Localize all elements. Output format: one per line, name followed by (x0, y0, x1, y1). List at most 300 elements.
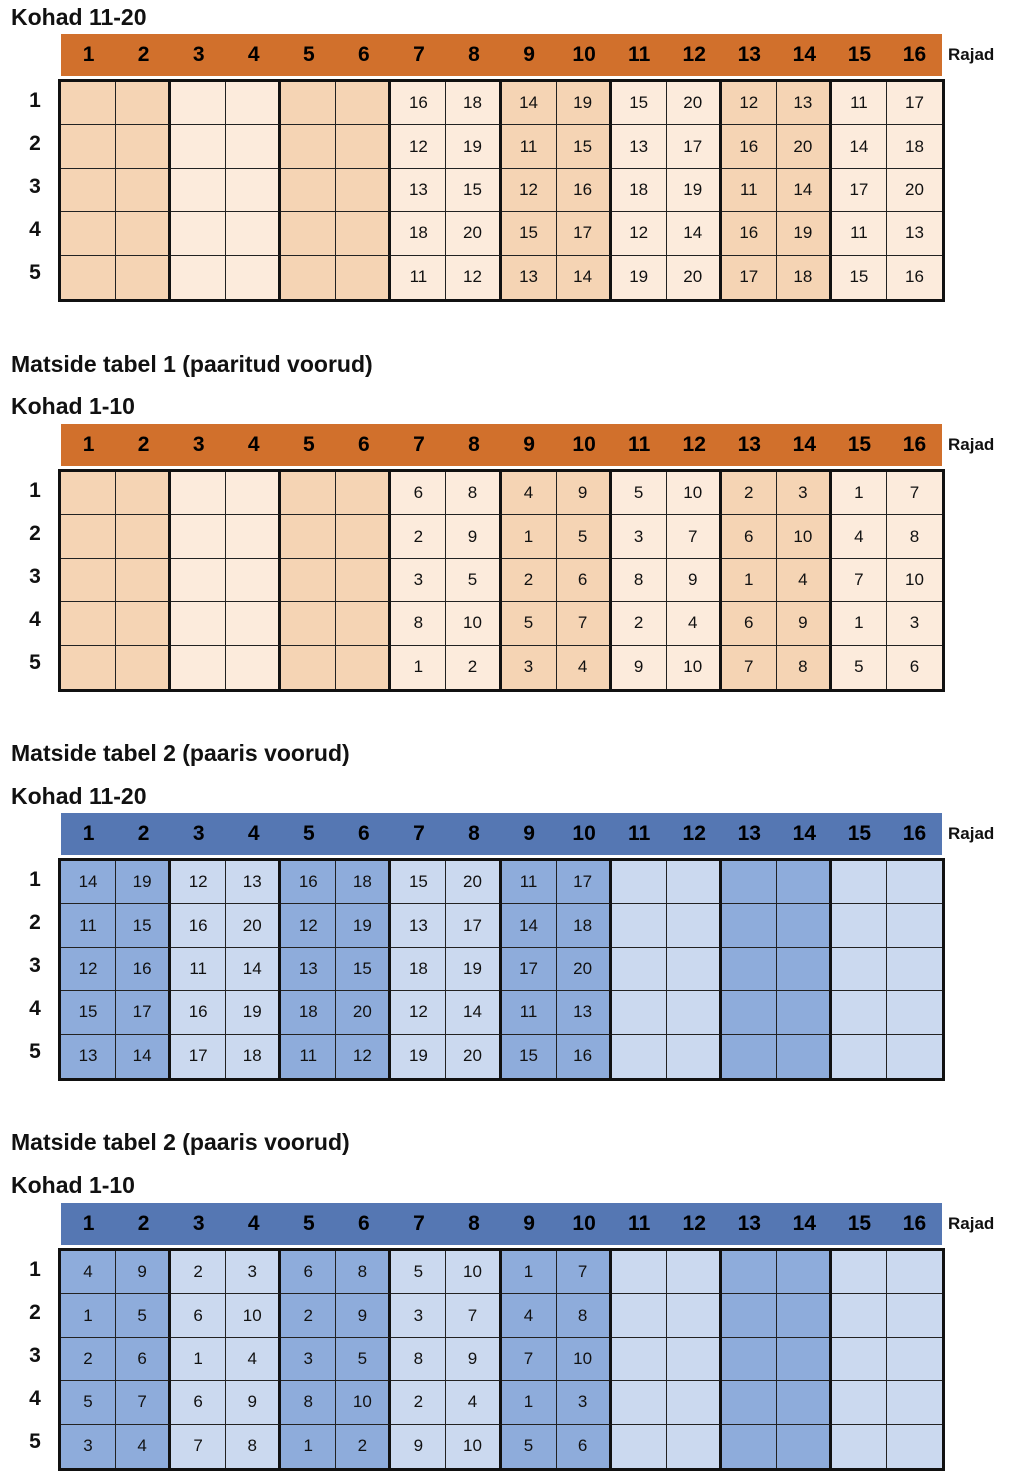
column-header: 10 (572, 43, 596, 66)
table-cell: 4 (116, 1425, 171, 1468)
table-cell: 1 (171, 1338, 226, 1381)
table-cell: 6 (722, 602, 777, 645)
column-header: 16 (902, 433, 927, 456)
column-header: 12 (682, 822, 706, 845)
table-cell: 14 (446, 991, 501, 1034)
table-cell: 18 (777, 256, 832, 299)
table-cell: 15 (391, 861, 446, 904)
table-cell: 12 (61, 948, 116, 991)
column-header: 1 (82, 43, 95, 66)
column-header: 11 (628, 43, 651, 66)
table-cell: 1 (502, 515, 557, 558)
table-cell (336, 256, 391, 299)
rows-axis-label: Rajad (948, 435, 995, 454)
table-cell: 20 (446, 212, 501, 255)
table-cell: 17 (667, 125, 722, 168)
table-cell: 7 (557, 1251, 612, 1294)
table-cell (171, 472, 226, 515)
table-cell (226, 646, 281, 689)
column-header: 13 (737, 822, 761, 845)
table-cell: 19 (612, 256, 667, 299)
row-label: 4 (29, 1387, 41, 1411)
column-header: 13 (737, 433, 761, 456)
table-cell (777, 1425, 832, 1468)
table-cell (667, 1294, 722, 1337)
table-cell (226, 212, 281, 255)
table-cell: 14 (832, 125, 887, 168)
table-cell: 13 (226, 861, 281, 904)
table-cell (116, 515, 171, 558)
table-cell: 16 (171, 904, 226, 947)
table-cell (116, 602, 171, 645)
table-cell: 7 (667, 515, 722, 558)
table-cell (887, 1425, 942, 1468)
column-header: 8 (468, 43, 480, 66)
table-cell: 13 (557, 991, 612, 1034)
table-cell: 2 (391, 515, 446, 558)
table-cell: 6 (116, 1338, 171, 1381)
table-cell: 10 (557, 1338, 612, 1381)
table-cell: 1 (281, 1425, 336, 1468)
table-cell: 11 (832, 82, 887, 125)
table-cell (336, 515, 391, 558)
table-cell (612, 948, 667, 991)
table-cell (116, 169, 171, 212)
table-cell: 15 (502, 212, 557, 255)
table-cell (777, 861, 832, 904)
table-cell (667, 861, 722, 904)
table-cell: 3 (391, 1294, 446, 1337)
table-cell: 19 (446, 948, 501, 991)
table-cell: 2 (281, 1294, 336, 1337)
table-4-range-title: Kohad 1-10 (11, 1172, 135, 1198)
column-header: 6 (358, 822, 370, 845)
table-cell: 16 (116, 948, 171, 991)
table-cell: 5 (336, 1338, 391, 1381)
column-header: 12 (682, 1212, 706, 1235)
table-cell (171, 515, 226, 558)
table-cell: 18 (391, 948, 446, 991)
table-cell: 17 (557, 861, 612, 904)
column-header: 11 (628, 433, 651, 456)
table-cell: 1 (722, 559, 777, 602)
table-cell (336, 82, 391, 125)
table-cell: 18 (391, 212, 446, 255)
table-cell: 5 (502, 602, 557, 645)
table-cell (226, 602, 281, 645)
table-cell: 4 (502, 472, 557, 515)
table-cell: 5 (116, 1294, 171, 1337)
row-labels (22, 1248, 48, 1464)
column-header: 10 (572, 1212, 596, 1235)
column-header: 4 (247, 822, 260, 845)
table-cell: 8 (391, 602, 446, 645)
column-header-bar (61, 34, 942, 76)
table-cell: 14 (226, 948, 281, 991)
table-cell: 13 (502, 256, 557, 299)
column-header: 1 (82, 822, 95, 845)
row-labels (22, 79, 48, 295)
table-cell: 2 (391, 1381, 446, 1424)
table-cell: 4 (832, 515, 887, 558)
table-cell: 19 (777, 212, 832, 255)
table-cell: 4 (667, 602, 722, 645)
table-cell: 13 (391, 904, 446, 947)
table-cell: 19 (391, 1035, 446, 1078)
row-label: 3 (29, 564, 41, 588)
table-cell: 6 (722, 515, 777, 558)
table-cell: 18 (887, 125, 942, 168)
column-header: 7 (413, 1212, 425, 1235)
table-cell (281, 256, 336, 299)
column-header-bar (61, 1203, 942, 1245)
table-cell (722, 991, 777, 1034)
column-header: 15 (847, 822, 872, 845)
table-cell: 4 (226, 1338, 281, 1381)
column-header: 3 (192, 1212, 205, 1235)
table-cell (667, 991, 722, 1034)
table-cell: 2 (336, 1425, 391, 1468)
table-cell (667, 1338, 722, 1381)
table-cell: 3 (887, 602, 942, 645)
table-cell: 20 (777, 125, 832, 168)
table-cell: 8 (612, 559, 667, 602)
row-label: 2 (29, 910, 41, 934)
table-cell (612, 861, 667, 904)
column-header: 7 (413, 43, 425, 66)
table-cell: 16 (722, 212, 777, 255)
table-cell: 10 (446, 1251, 501, 1294)
mat-grid (58, 858, 945, 1081)
table-cell (61, 559, 116, 602)
table-cell: 4 (61, 1251, 116, 1294)
table-cell (116, 125, 171, 168)
table-cell: 11 (391, 256, 446, 299)
table-cell: 18 (557, 904, 612, 947)
table-cell: 8 (281, 1381, 336, 1424)
table-cell: 20 (667, 82, 722, 125)
row-label: 4 (29, 608, 41, 632)
table-cell: 9 (391, 1425, 446, 1468)
table-cell (832, 1251, 887, 1294)
table-cell: 12 (171, 861, 226, 904)
table-cell: 9 (336, 1294, 391, 1337)
column-header: 10 (572, 433, 596, 456)
table-cell (777, 991, 832, 1034)
table-cell (612, 1251, 667, 1294)
table-cell: 19 (116, 861, 171, 904)
table-cell: 9 (446, 515, 501, 558)
table-cell: 11 (502, 991, 557, 1034)
row-label: 3 (29, 1343, 41, 1367)
table-cell (612, 991, 667, 1034)
table-cell: 8 (226, 1425, 281, 1468)
rows-axis-label: Rajad (948, 824, 995, 843)
table-cell (61, 169, 116, 212)
table-cell: 9 (557, 472, 612, 515)
table-cell (777, 1251, 832, 1294)
column-header: 15 (847, 1212, 872, 1235)
table-cell (171, 212, 226, 255)
table-cell: 2 (612, 602, 667, 645)
column-header: 1 (82, 433, 95, 456)
table-cell (281, 559, 336, 602)
table-cell: 4 (777, 559, 832, 602)
table-cell: 11 (61, 904, 116, 947)
table-cell (887, 1251, 942, 1294)
table-cell: 5 (391, 1251, 446, 1294)
table-cell (281, 82, 336, 125)
column-header: 6 (358, 43, 370, 66)
table-cell: 6 (557, 559, 612, 602)
table-cell: 14 (502, 904, 557, 947)
column-header: 16 (902, 43, 927, 66)
table-cell (832, 1425, 887, 1468)
column-header: 5 (302, 433, 315, 456)
table-cell (61, 472, 116, 515)
table-cell: 11 (281, 1035, 336, 1078)
row-label: 5 (29, 651, 41, 675)
table-cell (887, 1035, 942, 1078)
table-cell (722, 1294, 777, 1337)
table-cell (667, 1251, 722, 1294)
table-cell: 1 (391, 646, 446, 689)
table-cell: 11 (722, 169, 777, 212)
table-cell (832, 991, 887, 1034)
table-cell (612, 1035, 667, 1078)
table-cell: 6 (171, 1294, 226, 1337)
table-cell (281, 602, 336, 645)
column-header: 11 (628, 822, 651, 845)
table-cell: 5 (446, 559, 501, 602)
table-cell: 20 (446, 861, 501, 904)
table-cell: 9 (777, 602, 832, 645)
table-cell: 2 (722, 472, 777, 515)
table-cell: 15 (61, 991, 116, 1034)
table-cell (722, 1338, 777, 1381)
column-header-bar (61, 424, 942, 466)
table-cell: 15 (116, 904, 171, 947)
table-cell: 14 (557, 256, 612, 299)
row-label: 1 (29, 867, 41, 891)
table-cell (722, 1381, 777, 1424)
table-cell: 19 (557, 82, 612, 125)
table-cell: 1 (61, 1294, 116, 1337)
table-cell: 18 (281, 991, 336, 1034)
table-cell (281, 169, 336, 212)
table-cell: 19 (336, 904, 391, 947)
table-cell: 6 (171, 1381, 226, 1424)
column-header: 5 (302, 43, 315, 66)
column-header: 5 (302, 1212, 315, 1235)
table-cell: 17 (557, 212, 612, 255)
table-cell: 9 (116, 1251, 171, 1294)
mat-table-4 (0, 1203, 1024, 1465)
row-label: 5 (29, 1430, 41, 1454)
table-cell: 6 (281, 1251, 336, 1294)
table-cell (832, 948, 887, 991)
table-cell (722, 1035, 777, 1078)
table-cell: 18 (612, 169, 667, 212)
table-cell: 16 (557, 169, 612, 212)
column-header: 13 (737, 1212, 761, 1235)
column-header: 2 (137, 433, 150, 456)
table-cell (171, 82, 226, 125)
table-cell: 3 (502, 646, 557, 689)
table-cell (887, 991, 942, 1034)
table-cell: 20 (336, 991, 391, 1034)
row-labels (22, 858, 48, 1074)
table-cell: 7 (446, 1294, 501, 1337)
column-header: 4 (247, 43, 260, 66)
row-labels (22, 469, 48, 685)
table-cell: 9 (446, 1338, 501, 1381)
table-cell: 9 (612, 646, 667, 689)
table-cell: 18 (336, 861, 391, 904)
table-cell (226, 125, 281, 168)
table-cell: 12 (446, 256, 501, 299)
table-3-range-title: Kohad 11-20 (11, 783, 147, 809)
column-header: 15 (847, 43, 872, 66)
column-header: 4 (247, 433, 260, 456)
table-cell (887, 1381, 942, 1424)
table-cell (667, 1035, 722, 1078)
rows-axis-label: Rajad (948, 1214, 995, 1233)
table-cell: 13 (777, 82, 832, 125)
table-cell (336, 472, 391, 515)
table-cell: 17 (887, 82, 942, 125)
table-cell (61, 82, 116, 125)
table-cell (832, 1381, 887, 1424)
column-header: 3 (192, 43, 205, 66)
table-cell: 10 (777, 515, 832, 558)
table-cell (832, 1035, 887, 1078)
table-cell (171, 169, 226, 212)
table-cell (336, 169, 391, 212)
table-2-heading: Matside tabel 1 (paaritud voorud) (11, 351, 373, 377)
table-cell: 3 (226, 1251, 281, 1294)
table-cell: 20 (667, 256, 722, 299)
table-cell: 10 (446, 602, 501, 645)
table-cell: 15 (557, 125, 612, 168)
table-cell: 4 (502, 1294, 557, 1337)
table-cell: 10 (226, 1294, 281, 1337)
table-2-range-title: Kohad 1-10 (11, 393, 135, 419)
table-cell: 10 (667, 472, 722, 515)
table-cell: 20 (557, 948, 612, 991)
table-cell: 4 (557, 646, 612, 689)
column-header: 4 (247, 1212, 260, 1235)
table-cell: 10 (887, 559, 942, 602)
table-cell (722, 1425, 777, 1468)
mat-grid (58, 79, 945, 302)
table-cell: 17 (722, 256, 777, 299)
table-cell: 13 (612, 125, 667, 168)
table-cell: 16 (722, 125, 777, 168)
table-3-heading: Matside tabel 2 (paaris voorud) (11, 740, 350, 766)
table-cell (116, 212, 171, 255)
table-cell (777, 1381, 832, 1424)
table-cell: 14 (502, 82, 557, 125)
table-cell (226, 82, 281, 125)
column-header: 10 (572, 822, 596, 845)
table-cell: 6 (557, 1425, 612, 1468)
table-cell: 19 (446, 125, 501, 168)
table-cell: 13 (61, 1035, 116, 1078)
table-cell (667, 904, 722, 947)
column-header: 3 (192, 822, 205, 845)
table-cell: 16 (391, 82, 446, 125)
table-cell: 17 (171, 1035, 226, 1078)
table-cell (777, 1035, 832, 1078)
column-header: 2 (137, 43, 150, 66)
table-cell: 12 (336, 1035, 391, 1078)
table-cell (832, 1338, 887, 1381)
table-cell: 3 (612, 515, 667, 558)
table-cell (887, 948, 942, 991)
table-cell (281, 125, 336, 168)
table-cell: 5 (557, 515, 612, 558)
table-cell: 9 (226, 1381, 281, 1424)
table-cell: 2 (502, 559, 557, 602)
table-cell: 14 (777, 169, 832, 212)
table-cell: 5 (61, 1381, 116, 1424)
column-header: 14 (792, 822, 817, 845)
table-cell (887, 1338, 942, 1381)
table-cell (61, 256, 116, 299)
table-cell (722, 904, 777, 947)
mat-table-3 (0, 813, 1024, 1075)
table-cell (336, 602, 391, 645)
row-label: 2 (29, 521, 41, 545)
table-cell: 4 (446, 1381, 501, 1424)
table-cell (612, 1381, 667, 1424)
table-cell: 6 (391, 472, 446, 515)
table-cell: 14 (116, 1035, 171, 1078)
table-cell: 15 (832, 256, 887, 299)
table-cell (722, 861, 777, 904)
table-cell (281, 646, 336, 689)
table-cell: 3 (281, 1338, 336, 1381)
table-cell: 2 (171, 1251, 226, 1294)
table-cell (887, 861, 942, 904)
table-cell: 14 (61, 861, 116, 904)
table-cell: 20 (887, 169, 942, 212)
table-cell: 17 (832, 169, 887, 212)
table-cell: 5 (502, 1425, 557, 1468)
table-cell (777, 1294, 832, 1337)
table-cell: 9 (667, 559, 722, 602)
table-cell (777, 904, 832, 947)
table-cell (226, 169, 281, 212)
table-cell (832, 1294, 887, 1337)
table-cell (281, 472, 336, 515)
table-cell: 7 (832, 559, 887, 602)
rows-axis-label: Rajad (948, 45, 995, 64)
row-label: 3 (29, 174, 41, 198)
table-cell: 2 (61, 1338, 116, 1381)
table-cell (171, 646, 226, 689)
table-cell (116, 472, 171, 515)
table-cell (226, 515, 281, 558)
row-label: 2 (29, 1300, 41, 1324)
column-header-bar (61, 813, 942, 855)
table-cell (612, 1338, 667, 1381)
table-cell: 10 (336, 1381, 391, 1424)
table-cell (61, 125, 116, 168)
row-label: 5 (29, 261, 41, 285)
column-header: 2 (137, 1212, 150, 1235)
